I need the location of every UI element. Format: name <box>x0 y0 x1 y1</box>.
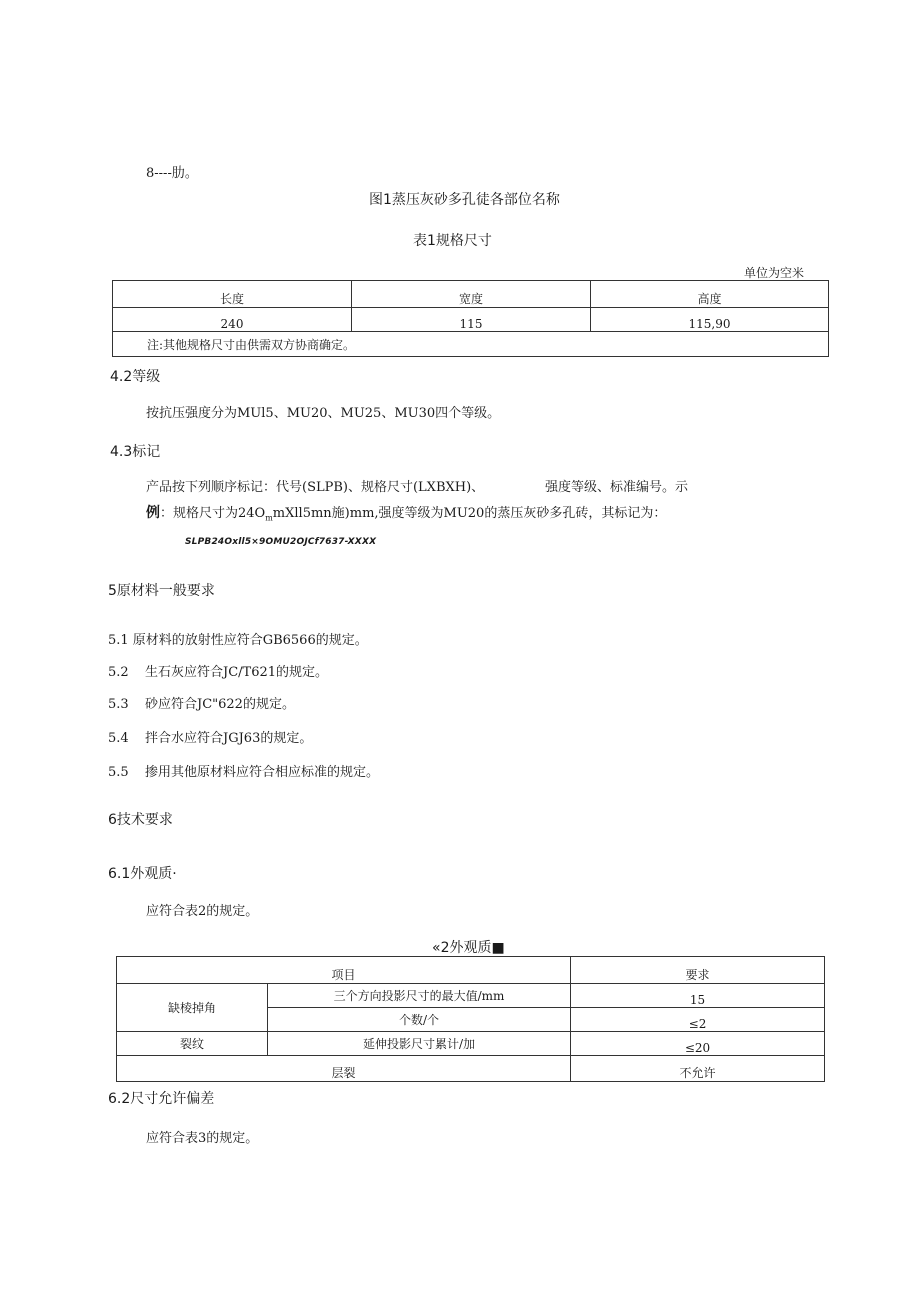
header-width: 宽度 <box>352 281 591 308</box>
table1-unit: 单位为空米 <box>744 266 805 280</box>
req-count: ≤2 <box>571 1008 825 1032</box>
value-height: 115,90 <box>591 308 829 332</box>
table1-title: 表1规格尺寸 <box>413 233 492 249</box>
example-text: ：规格尺寸为24O <box>160 506 266 521</box>
req-crack-length: ≤20 <box>571 1032 825 1056</box>
heading-4-3: 4.3标记 <box>110 444 161 460</box>
req-delamination: 不允许 <box>571 1056 825 1082</box>
rib-note: 8----肋。 <box>146 166 198 181</box>
appearance-table <box>116 956 825 1082</box>
row-max-dimension: 三个方向投影尺寸的最大值/mm <box>268 984 571 1008</box>
heading-4-2: 4.2等级 <box>110 369 161 385</box>
figure-caption: 图1蒸压灰砂多孔徒各部位名称 <box>369 192 560 208</box>
heading-5: 5原材料一般要求 <box>108 583 215 599</box>
marking-line1-cont: 强度等级、标准编号。示 <box>545 480 689 495</box>
text-6-2: 应符合表3的规定。 <box>146 1131 259 1146</box>
list-item-5-1: 5.1 原材料的放射性应符合GB6566的规定。 <box>108 633 368 648</box>
list-item-5-5: 5.5 掺用其他原材料应符合相应标准的规定。 <box>108 765 380 780</box>
group-chipped-corner: 缺棱掉角 <box>117 984 268 1032</box>
grade-text: 按抗压强度分为MUl5、MU20、MU25、MU30四个等级。 <box>146 406 501 421</box>
value-width: 115 <box>352 308 591 332</box>
header-length: 长度 <box>113 281 352 308</box>
header-requirement: 要求 <box>571 957 825 984</box>
marking-code: SLPB24Oxll5×9OMU2OJCf7637-XXXX <box>185 537 377 547</box>
text-6-1: 应符合表2的规定。 <box>146 904 259 919</box>
row-delamination: 层裂 <box>117 1056 571 1082</box>
spec-table <box>112 280 829 357</box>
table2-title: «2外观质■ <box>432 940 505 956</box>
value-length: 240 <box>113 308 352 332</box>
marking-example <box>146 502 666 523</box>
heading-6-2: 6.2尺寸允许偏差 <box>108 1091 215 1107</box>
heading-6-1: 6.1外观质· <box>108 866 177 882</box>
example-sub: m <box>265 513 273 523</box>
heading-6: 6技术要求 <box>108 812 173 828</box>
list-item-5-3: 5.3 砂应符合JC"622的规定。 <box>108 697 295 712</box>
list-item-5-2: 5.2 生石灰应符合JC/T621的规定。 <box>108 665 329 680</box>
marking-line1: 产品按下列顺序标记：代号(SLPB)、规格尺寸(LXBXH)、 <box>146 480 485 495</box>
group-crack: 裂纹 <box>117 1032 268 1056</box>
req-max-dimension: 15 <box>571 984 825 1008</box>
list-item-5-4: 5.4 拌合水应符合JGJ63的规定。 <box>108 731 313 746</box>
example-text-rest: mXll5mn施)mm,强度等级为MU20的蒸压灰砂多孔砖，其标记为： <box>272 506 667 521</box>
example-label: 例 <box>146 505 160 521</box>
row-crack-length: 延伸投影尺寸累计/加 <box>268 1032 571 1056</box>
row-count: 个数/个 <box>268 1008 571 1032</box>
header-height: 高度 <box>591 281 829 308</box>
table1-note: 注:其他规格尺寸由供需双方协商确定。 <box>113 332 829 357</box>
header-item: 项目 <box>117 957 571 984</box>
